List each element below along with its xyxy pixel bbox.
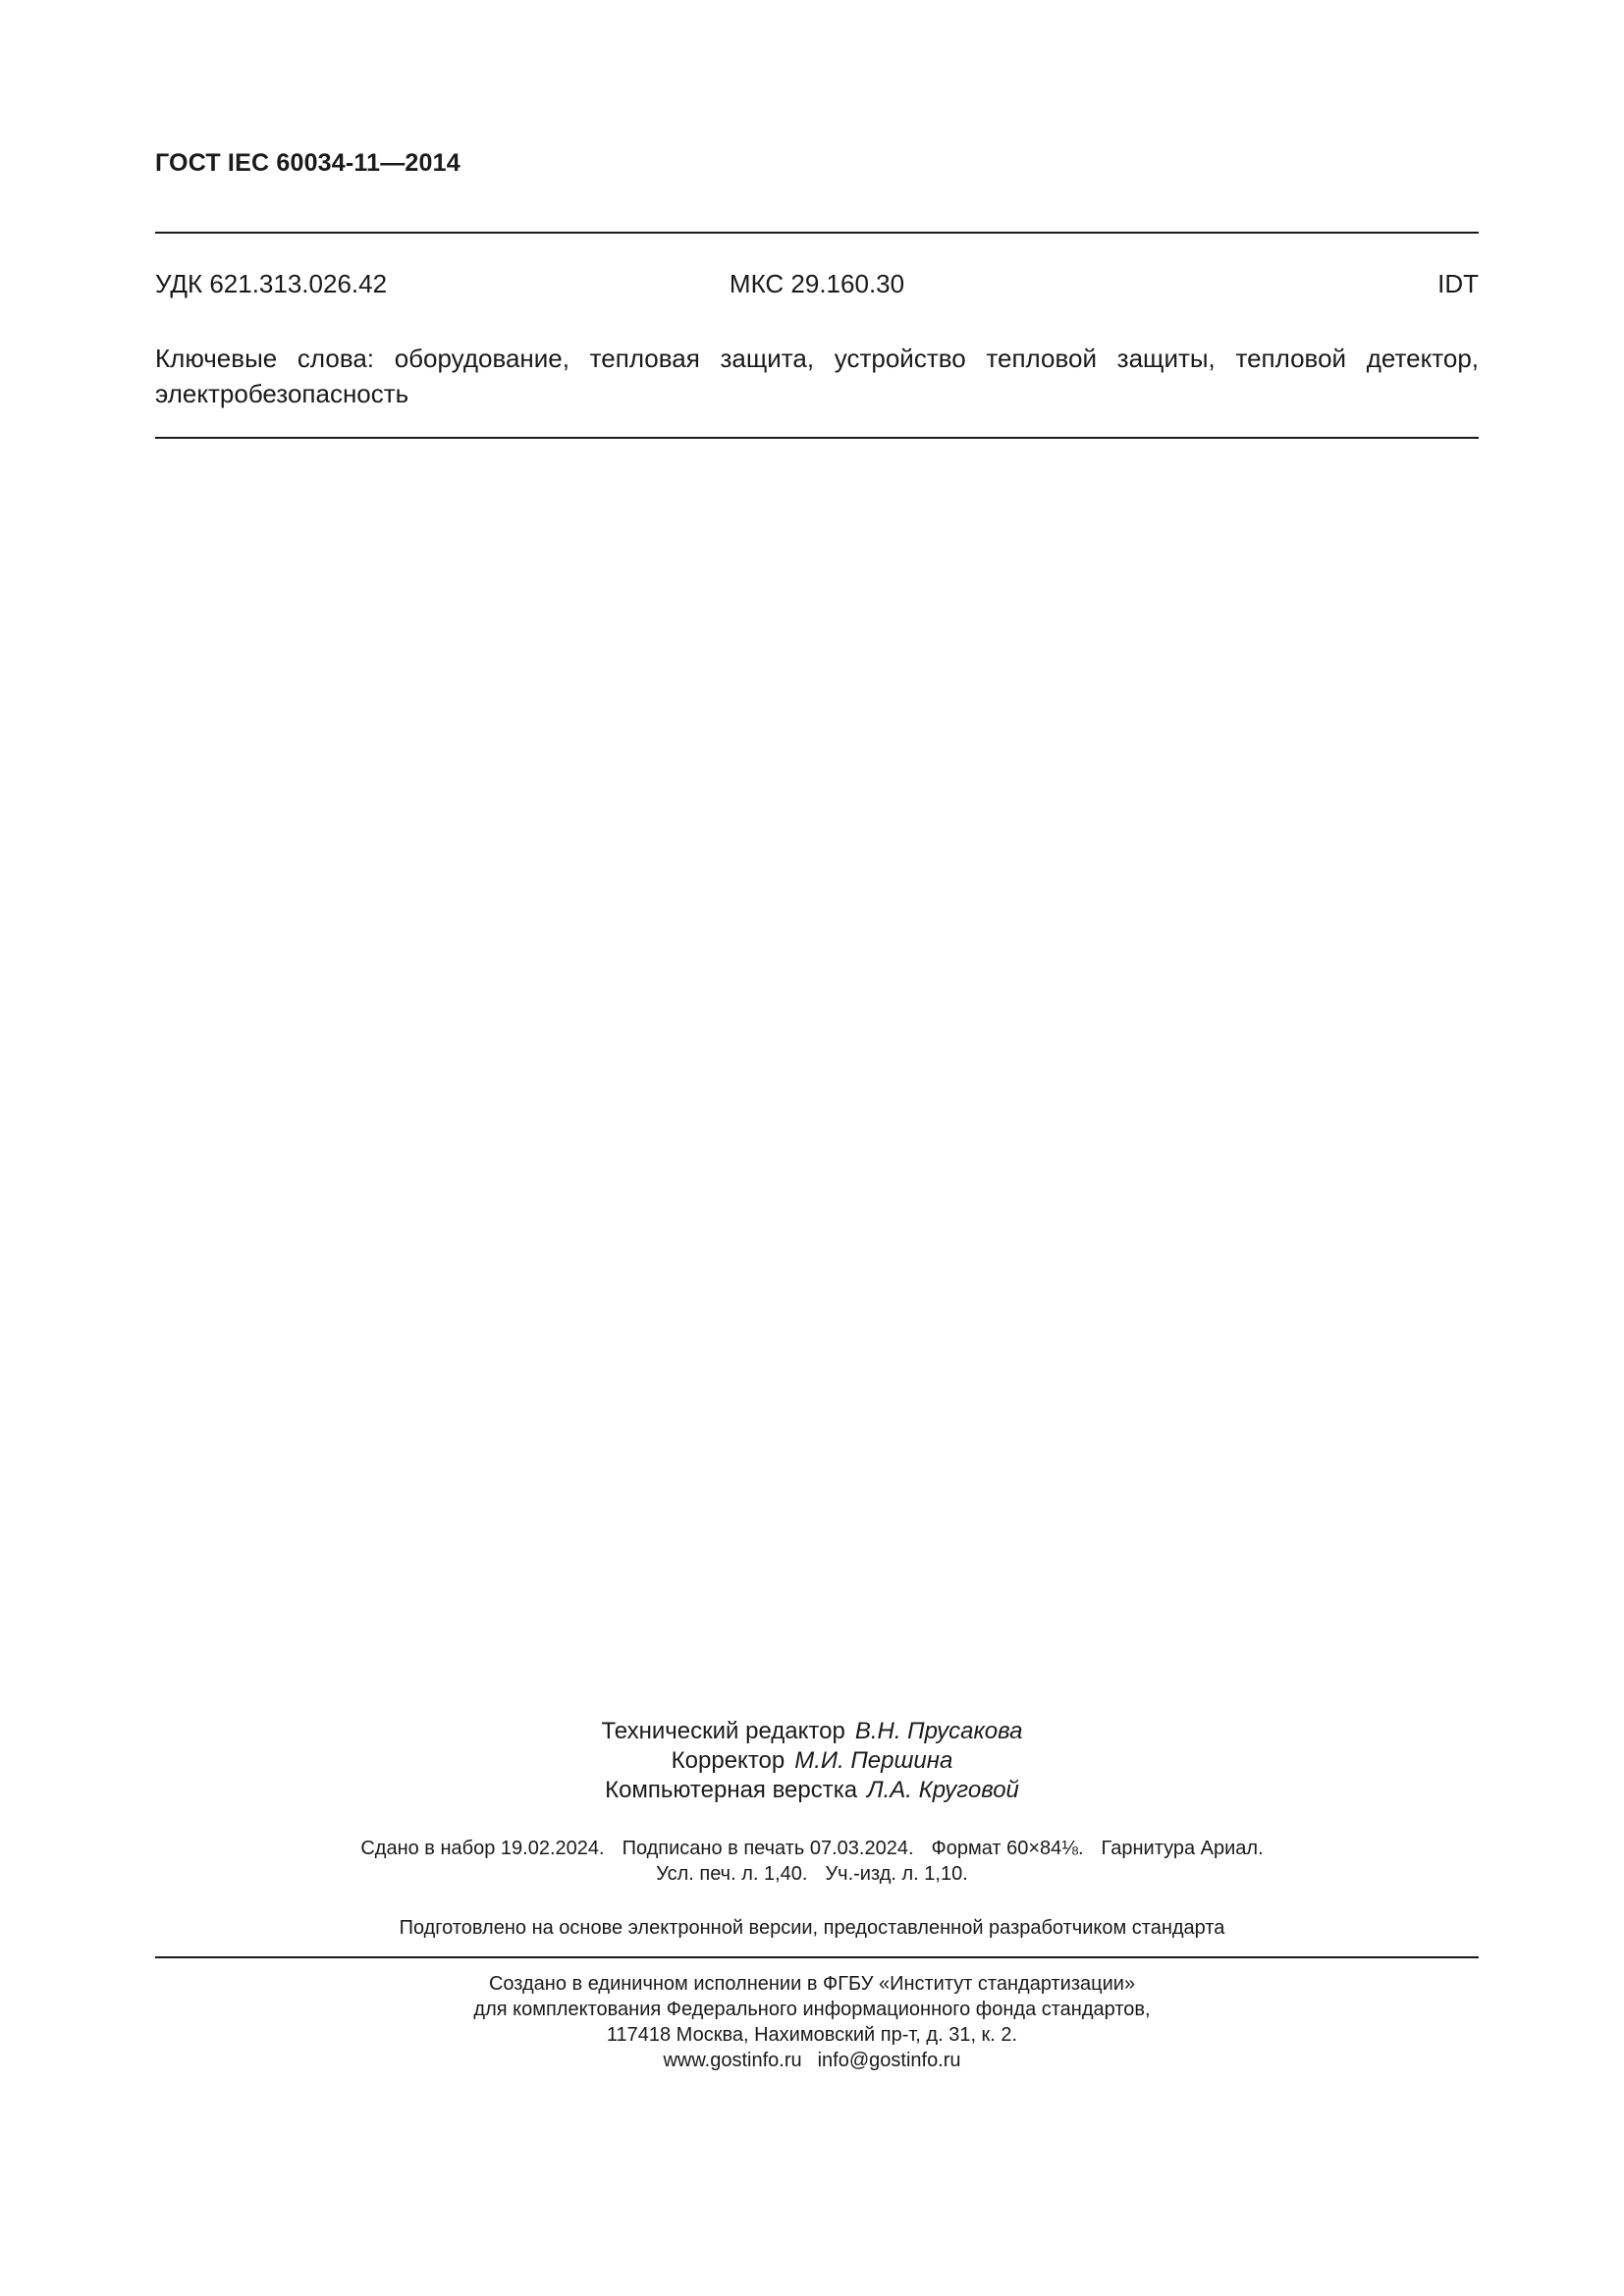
mks-code: МКС 29.160.30 bbox=[729, 269, 905, 298]
email-link[interactable]: info@gostinfo.ru bbox=[817, 2050, 961, 2071]
top-divider bbox=[155, 232, 1479, 234]
submitted-date: Сдано в набор 19.02.2024. bbox=[360, 1838, 605, 1859]
publisher-line: для комплектования Федерального информационного фонда стандартов, bbox=[473, 1999, 1151, 2020]
udk-code: УДК 621.313.026.42 bbox=[155, 269, 388, 298]
credit-role: Компьютерная верстка bbox=[605, 1777, 858, 1803]
typeface: Гарнитура Ариал. bbox=[1101, 1838, 1264, 1859]
publisher-line: Создано в единичном исполнении в ФГБУ «Институт стандартизации» bbox=[488, 1973, 1136, 1995]
edit-sheets: Уч.-изд. л. 1,10. bbox=[825, 1863, 968, 1885]
credit-person: Л.А. Круговой bbox=[867, 1777, 1019, 1803]
print-sheets: Усл. печ. л. 1,40. bbox=[656, 1863, 808, 1885]
credit-line bbox=[0, 1717, 1624, 1746]
credit-role: Корректор bbox=[671, 1747, 785, 1774]
keywords-divider bbox=[155, 437, 1479, 439]
signed-date: Подписано в печать 07.03.2024. bbox=[622, 1838, 914, 1859]
publisher-block bbox=[0, 1971, 1624, 2073]
paper-format: Формат 60×84⅛. bbox=[931, 1838, 1084, 1859]
equivalence-code: IDT bbox=[1437, 269, 1479, 298]
publisher-contacts bbox=[0, 2048, 1624, 2073]
print-info-line-1 bbox=[0, 1836, 1624, 1861]
credits-block bbox=[0, 1717, 1624, 1805]
website-link[interactable]: www.gostinfo.ru bbox=[663, 2050, 802, 2071]
credit-person: В.Н. Прусакова bbox=[854, 1718, 1023, 1744]
credit-person: М.И. Першина bbox=[794, 1747, 953, 1774]
keywords: Ключевые слова: оборудование, тепловая защита, устройство тепловой защиты, тепловой детектор, электробезопасность bbox=[155, 344, 1479, 408]
credit-line bbox=[0, 1776, 1624, 1805]
document-code: ГОСТ IEC 60034-11—2014 bbox=[155, 149, 460, 177]
publisher-address: 117418 Москва, Нахимовский пр-т, д. 31, к. 2. bbox=[606, 2024, 1018, 2046]
prepared-note: Подготовлено на основе электронной версии, предоставленной разработчиком стандарта bbox=[399, 1917, 1225, 1939]
credit-line bbox=[0, 1746, 1624, 1776]
print-info bbox=[0, 1836, 1624, 1887]
bottom-divider bbox=[155, 1956, 1479, 1958]
credit-role: Технический редактор bbox=[601, 1718, 845, 1744]
print-info-line-2 bbox=[0, 1861, 1624, 1887]
